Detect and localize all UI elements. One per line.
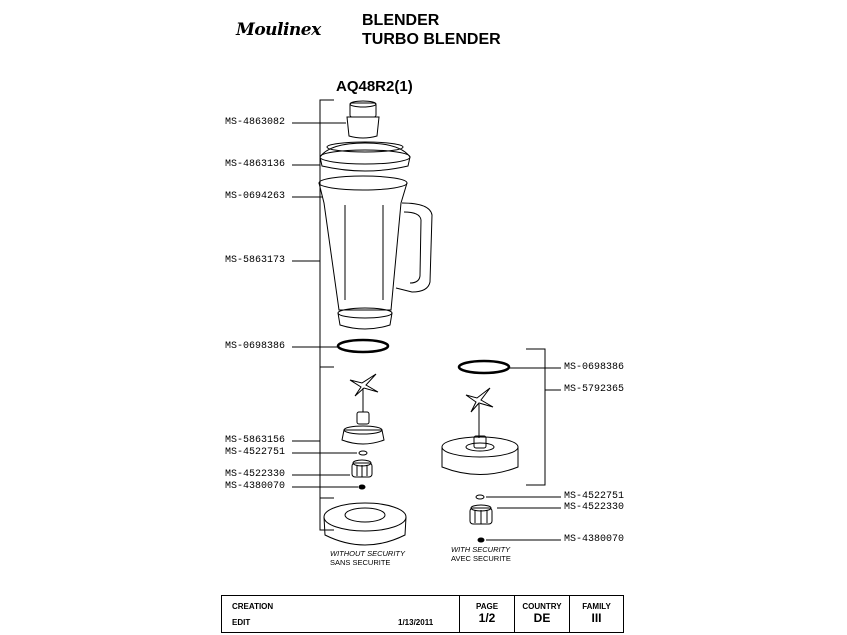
base-drawing-without-security: [324, 503, 406, 545]
part-label: MS-4380070: [564, 534, 625, 545]
part-label: MS-0694263: [225, 191, 286, 202]
caption-line: AVEC SECURITE: [451, 554, 511, 563]
part-label: MS-4522330: [225, 469, 286, 480]
edit-date: 1/13/2011: [398, 618, 434, 627]
part-label: MS-5863156: [225, 435, 286, 446]
caption-line: WITH SECURITY: [451, 545, 511, 554]
coupling-drawing-right: [470, 505, 492, 524]
nut-drawing-right: [478, 538, 484, 542]
caption-line: SANS SECURITE: [330, 558, 391, 567]
caption-with-security: [451, 545, 511, 563]
part-label: MS-4863082: [225, 117, 286, 128]
family-value: III: [591, 611, 602, 625]
family-label: FAMILY: [582, 602, 611, 611]
measuring-cap-drawing: [347, 101, 379, 138]
part-label: MS-5863173: [225, 255, 286, 266]
part-label: MS-4380070: [225, 481, 286, 492]
part-label: MS-4863136: [225, 159, 286, 170]
country-label: COUNTRY: [522, 602, 562, 611]
part-label: MS-0698386: [564, 362, 625, 373]
gasket-drawing-right: [459, 361, 509, 373]
page-value: 1/2: [478, 611, 496, 625]
blade-drawing: [350, 374, 378, 412]
part-label: MS-0698386: [225, 341, 286, 352]
right-group-bracket: [526, 349, 545, 485]
product-title: BLENDER: [362, 12, 440, 29]
part-label: MS-4522751: [564, 491, 625, 502]
family-cell: [569, 596, 623, 632]
page-label: PAGE: [475, 602, 499, 611]
country-cell: [514, 596, 569, 632]
model-number: AQ48R2(1): [336, 78, 413, 95]
brand-logo: Moulinex: [236, 20, 321, 40]
coupling-drawing: [352, 460, 372, 477]
part-label: MS-5792365: [564, 384, 625, 395]
part-label: MS-4522330: [564, 502, 625, 513]
seal-ring-drawing-right: [476, 495, 484, 499]
caption-line: WITHOUT SECURITY: [330, 549, 405, 558]
title-block: [221, 595, 624, 633]
blade-drawing-right: [466, 388, 493, 438]
country-value: DE: [533, 611, 551, 625]
page-cell: [459, 596, 514, 632]
caption-without-security: [330, 549, 405, 567]
blade-base-drawing-with-security: [442, 436, 518, 475]
nut-drawing: [359, 485, 365, 489]
blade-group-bracket: [320, 367, 334, 498]
part-label: MS-4522751: [225, 447, 286, 458]
lid-drawing: [320, 142, 410, 171]
seal-ring-drawing: [359, 451, 367, 455]
gasket-drawing: [338, 340, 388, 352]
blade-holder-drawing: [342, 412, 384, 444]
edit-label: EDIT: [232, 618, 251, 627]
jar-drawing: [319, 176, 432, 329]
creation-label: CREATION: [232, 602, 274, 611]
product-subtitle: TURBO BLENDER: [362, 31, 501, 48]
